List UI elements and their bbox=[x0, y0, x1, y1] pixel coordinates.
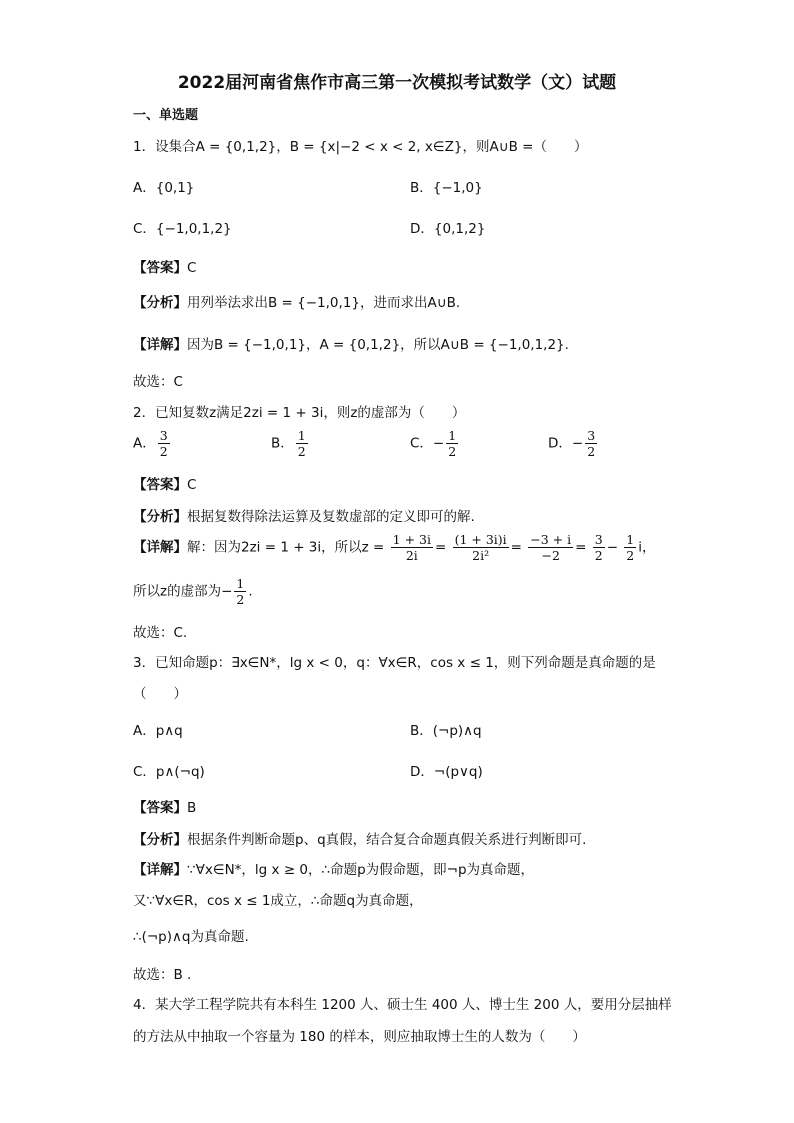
q3-analysis bbox=[133, 828, 586, 848]
q2-stem: 2．已知复数z满足2zi = 1 + 3i，则z的虚部为（ ） bbox=[133, 405, 466, 421]
q2-fraction-1: $\frac{1 + 3i}{2i}$ bbox=[392, 532, 431, 563]
q2-detail-text: 解：因为2zi = 1 + 3i，所以z = bbox=[187, 539, 385, 556]
q2-option-b-label: B． bbox=[271, 435, 294, 452]
q3-detail-line2: 又∵∀x∈R，cos x ≤ 1成立，∴命题q为真命题， bbox=[133, 893, 423, 909]
q1-analysis bbox=[133, 291, 460, 311]
q3-option-b: B．(¬p)∧q bbox=[410, 723, 482, 739]
q1-option-c: C．{−1,0,1,2} bbox=[133, 221, 232, 237]
q1-option-b: B．{−1,0} bbox=[410, 180, 483, 196]
q2-option-b-fraction: $\frac{1}{2}$ bbox=[297, 428, 306, 459]
q2-answer bbox=[133, 473, 196, 493]
q1-option-d: D．{0,1,2} bbox=[410, 221, 486, 237]
q2-option-d-fraction: $\frac{3}{2}$ bbox=[587, 428, 596, 459]
q2-option-b bbox=[271, 428, 310, 459]
analysis-label: 【分析】 bbox=[133, 295, 187, 311]
q2-detail-tail: i， bbox=[638, 539, 656, 556]
q2-option-a-label: A． bbox=[133, 435, 156, 452]
equals-sign: = bbox=[434, 539, 447, 556]
q1-answer bbox=[133, 256, 196, 276]
analysis-label: 【分析】 bbox=[133, 509, 187, 525]
equals-sign: = bbox=[510, 539, 522, 556]
q1-detail-text: 因为B = {−1,0,1}，A = {0,1,2}，所以A∪B = {−1,0,1,2}. bbox=[187, 337, 569, 353]
q2-option-c-fraction: $\frac{1}{2}$ bbox=[448, 428, 457, 459]
equals-sign: = bbox=[575, 539, 587, 556]
q2-detail-line2 bbox=[133, 576, 253, 607]
q2-answer-value: C bbox=[187, 477, 197, 493]
q2-fraction-4: $\frac{3}{2}$ bbox=[594, 532, 603, 563]
answer-label: 【答案】 bbox=[133, 800, 187, 816]
q2-imag-fraction: $\frac{1}{2}$ bbox=[236, 576, 245, 607]
q3-detail-line3: ∴(¬p)∧q为真命题. bbox=[133, 929, 249, 945]
q3-analysis-text: 根据条件判断命题p、q真假，结合复合命题真假关系进行判断即可. bbox=[187, 832, 587, 848]
q3-stem-cont: （ ） bbox=[133, 686, 187, 702]
q3-answer-value: B bbox=[187, 800, 197, 816]
section-heading: 一、单选题 bbox=[133, 108, 199, 123]
q1-stem: 1．设集合A = {0,1,2}，B = {x|−2 < x < 2, x∈Z}，则A∪B =（ ） bbox=[133, 139, 588, 155]
q3-option-a: A．p∧q bbox=[133, 723, 183, 739]
q1-detail bbox=[133, 333, 569, 353]
q2-analysis bbox=[133, 505, 475, 525]
detail-label: 【详解】 bbox=[133, 539, 187, 556]
q2-option-a bbox=[133, 428, 172, 459]
analysis-label: 【分析】 bbox=[133, 832, 187, 848]
q2-option-c bbox=[410, 428, 460, 459]
q2-fraction-2: $\frac{(1 + 3i)i}{\text{2i²}}$ bbox=[454, 532, 507, 563]
q3-conclusion: 故选：B . bbox=[133, 967, 192, 983]
detail-label: 【详解】 bbox=[133, 862, 187, 878]
q1-conclusion: 故选：C bbox=[133, 374, 183, 390]
q3-detail-text: ∵∀x∈N*，lg x ≥ 0，∴命题p为假命题，即¬p为真命题， bbox=[187, 862, 535, 878]
q2-imag-text: 所以z的虚部为− bbox=[133, 583, 233, 600]
period: . bbox=[248, 583, 253, 600]
answer-label: 【答案】 bbox=[133, 260, 187, 276]
q2-option-d bbox=[548, 428, 599, 459]
q2-fraction-3: $\frac{-3 + i}{-2}$ bbox=[530, 532, 572, 563]
q1-option-a: A．{0,1} bbox=[133, 180, 195, 196]
q2-option-c-label: C．− bbox=[410, 435, 445, 452]
q1-analysis-text: 用列举法求出B = {−1,0,1}，进而求出A∪B. bbox=[187, 295, 461, 311]
answer-label: 【答案】 bbox=[133, 477, 187, 493]
q2-option-d-label: D．− bbox=[548, 435, 584, 452]
q2-option-a-fraction: $\frac{3}{2}$ bbox=[159, 428, 168, 459]
q2-fraction-5: $\frac{1}{2}$ bbox=[626, 532, 635, 563]
q1-answer-value: C bbox=[187, 260, 197, 276]
q4-stem-cont: 的方法从中抽取一个容量为 180 的样本，则应抽取博士生的人数为（ ） bbox=[133, 1029, 586, 1045]
q3-detail bbox=[133, 858, 534, 878]
detail-label: 【详解】 bbox=[133, 337, 187, 353]
page-title: 2022届河南省焦作市高三第一次模拟考试数学（文）试题 bbox=[177, 73, 617, 93]
q3-stem: 3．已知命题p：∃x∈N*，lg x < 0，q：∀x∈R，cos x ≤ 1，则下列命题是真命题的是 bbox=[133, 655, 656, 671]
q3-answer bbox=[133, 796, 196, 816]
q2-analysis-text: 根据复数得除法运算及复数虚部的定义即可的解. bbox=[187, 509, 475, 525]
q4-stem: 4．某大学工程学院共有本科生 1200 人、硕士生 400 人、博士生 200 人，要用分层抽样 bbox=[133, 997, 672, 1013]
q2-conclusion: 故选：C. bbox=[133, 625, 188, 641]
q3-option-c: C．p∧(¬q) bbox=[133, 764, 205, 780]
q2-detail bbox=[133, 532, 656, 563]
minus-sign: − bbox=[606, 539, 618, 556]
q3-option-d: D．¬(p∨q) bbox=[410, 764, 483, 780]
